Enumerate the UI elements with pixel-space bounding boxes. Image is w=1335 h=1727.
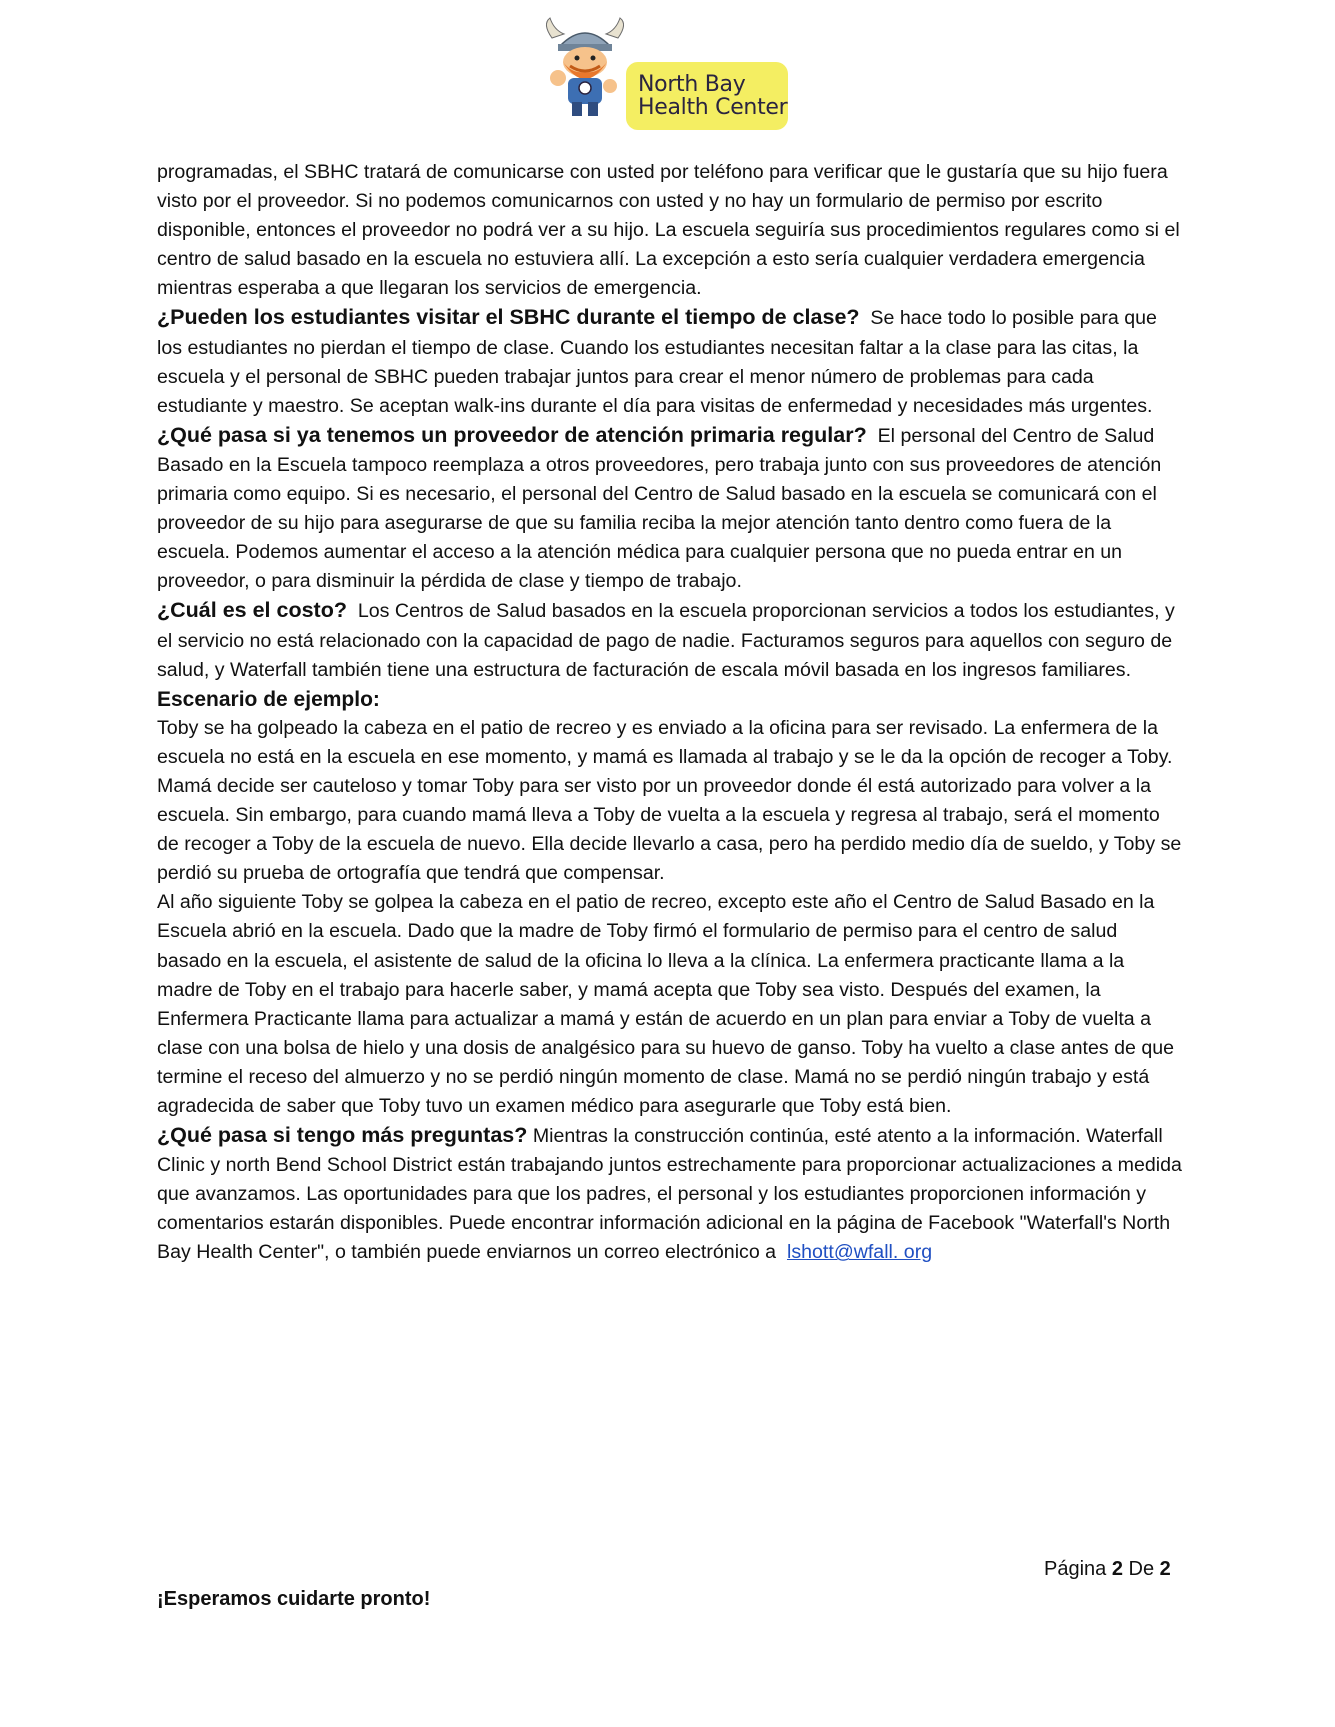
question-primary-care: ¿Qué pasa si ya tenemos un proveedor de atención primaria regular? [157, 422, 867, 447]
faq-primary-care [157, 421, 1182, 597]
page-label: Página [1044, 1558, 1107, 1580]
answer-cost: Los Centros de Salud basados en la escuela proporcionan servicios a todos los estudiantes, y el servicio no está relacionado con la capacidad de pago de nadie. Facturamos seguros para aquellos con seguro de salud, y Waterfall también tiene una estructura de facturación de escala móvil basada en los ingresos familiares. [157, 600, 1175, 681]
faq-cost [157, 596, 1182, 684]
email-link[interactable]: lshott@wfall. org [786, 1241, 933, 1264]
question-class-time: ¿Pueden los estudiantes visitar el SBHC durante el tiempo de clase? [157, 305, 860, 330]
answer-class-time: Se hace todo lo posible para que los estudiantes no pierdan el tiempo de clase. Cuando los estudiantes necesitan faltar a la clase para las citas, la escuela y el personal de SBHC pueden trabajar juntos para crear el menor número de problemas para cada estudiante y maestro. Se aceptan walk-ins durante el día para visitas de enfermedad y necesidades más urgentes. [157, 307, 1157, 417]
page-current: 2 [1111, 1558, 1123, 1580]
page-of: De [1128, 1558, 1155, 1580]
logo-line-1: North Bay [638, 72, 746, 97]
logo-badge [626, 62, 788, 130]
answer-primary-care: El personal del Centro de Salud Basado en la Escuela tampoco reemplaza a otros proveedores, pero trabaja junto con sus proveedores de atención primaria como equipo. Si es necesario, el personal del Centro de Salud basado en la escuela se comunicará con el proveedor de su hijo para asegurarse de que su familia reciba la mejor atención tanto dentro como fuera de la escuela. Podemos aumentar el acceso a la atención médica para cualquier persona que no pueda entrar en un proveedor, o para disminuir la pérdida de clase y tiempo de trabajo. [157, 424, 1162, 593]
answer-more-questions: Mientras la construcción continúa, esté atento a la información. Waterfall Clinic y north Bend School District están trabajando juntos estrechamente para proporcionar actualizaciones a medida que avanzamos. Las oportunidades para que los padres, el personal y los estudiantes proporcionen información y comentarios estarán disponibles. Puede encontrar información adicional en la página de Facebook "Waterfall's North Bay Health Center", o también puede enviarnos un correo electrónico a [157, 1125, 1182, 1264]
faq-class-time [157, 303, 1182, 420]
document-body [157, 158, 1182, 1268]
page-number [1044, 1558, 1171, 1581]
page-total: 2 [1159, 1558, 1171, 1580]
paragraph-permission: programadas, el SBHC tratará de comunicarse con usted por teléfono para verificar que le gustaría que su hijo fuera visto por el proveedor. Si no podemos comunicarnos con usted y no hay un formulario de permiso por escrito disponible, entonces el proveedor no podrá ver a su hijo. La escuela seguiría sus procedimientos regulares como si el centro de salud basado en la escuela no estuviera allí. La excepción a esto sería cualquier verdadera emergencia mientras esperaba a que llegaran los servicios de emergencia. [157, 161, 1180, 300]
question-cost: ¿Cuál es el costo? [157, 598, 347, 623]
faq-more-questions [157, 1121, 1182, 1267]
logo-line-2: Health Center [638, 95, 788, 120]
north-bay-logo [538, 16, 788, 120]
example-heading: Escenario de ejemplo: [157, 687, 380, 711]
question-more-questions: ¿Qué pasa si tengo más preguntas? [157, 1123, 528, 1148]
example-paragraph-2: Al año siguiente Toby se golpea la cabeza en el patio de recreo, excepto este año el Centro de Salud Basado en la Escuela abrió en la escuela. Dado que la madre de Toby firmó el formulario de permiso para el centro de salud basado en la escuela, el asistente de salud de la oficina lo lleva a la clínica. La enfermera practicante llama a la madre de Toby en el trabajo para hacerle saber, y mamá acepta que Toby sea visto. Después del examen, la Enfermera Practicante llama para actualizar a mamá y están de acuerdo en un plan para enviar a Toby de vuelta a clase con una bolsa de hielo y una dosis de analgésico para su huevo de ganso. Toby ha vuelto a clase antes de que termine el receso del almuerzo y no se perdió ningún momento de clase. Mamá no se perdió ningún trabajo y está agradecida de saber que Toby tuvo un examen médico para asegurarle que Toby está bien. [157, 891, 1175, 1117]
example-paragraph-1: Toby se ha golpeado la cabeza en el patio de recreo y es enviado a la oficina para ser revisado. La enfermera de la escuela no está en la escuela en ese momento, y mamá es llamada al trabajo y se le da la opción de recoger a Toby. Mamá decide ser cauteloso y tomar Toby para ser visto por un proveedor donde él está autorizado para volver a la escuela. Sin embargo, para cuando mamá lleva a Toby de vuelta a la escuela y regresa al trabajo, será el momento de recoger a Toby de la escuela de nuevo. Ella decide llevarlo a casa, pero ha perdido medio día de sueldo, y Toby se perdió su prueba de ortografía que tendrá que compensar. [157, 716, 1182, 885]
closing-line: ¡Esperamos cuidarte pronto! [157, 1588, 431, 1610]
example-section [157, 685, 1182, 889]
